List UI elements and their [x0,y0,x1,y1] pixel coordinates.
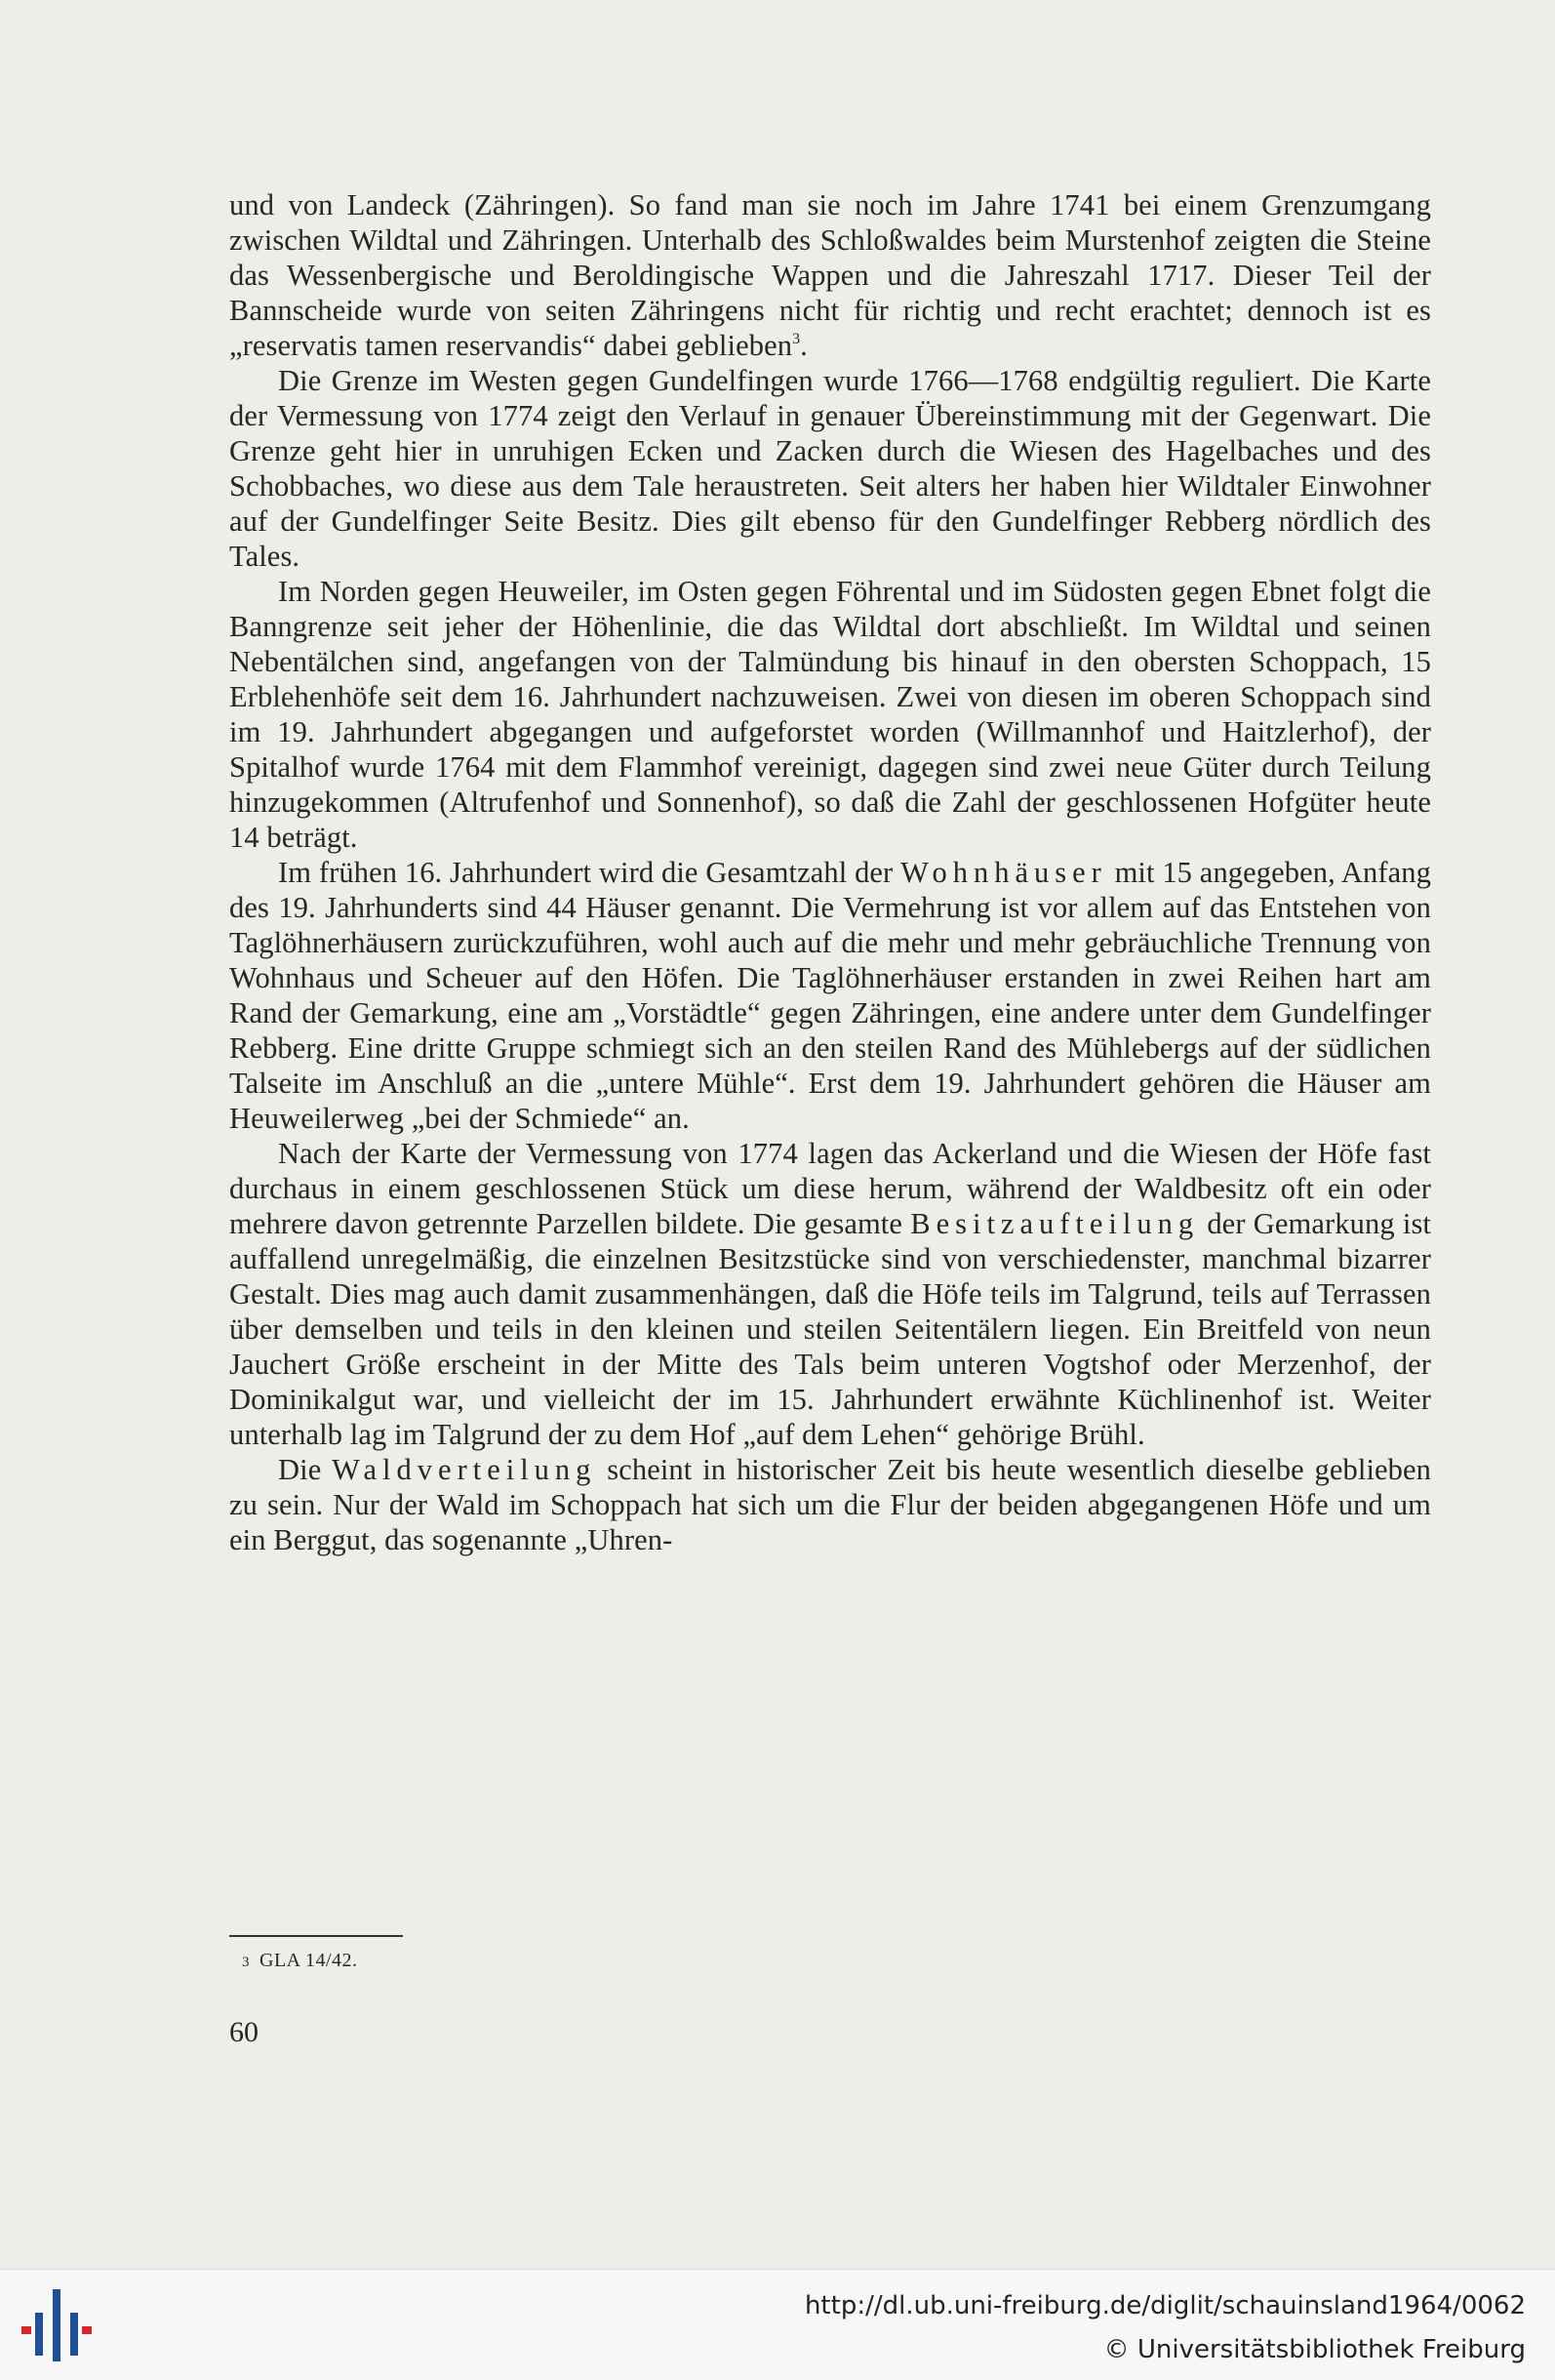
spaced-term-wohnhaeuser: Wohnhäuser [900,856,1107,889]
page-number: 60 [229,2016,259,2048]
paragraph-1-text: und von Landeck (Zähringen). So fand man sie noch im Jahre 1741 bei einem Grenzumgang zwischen Wildtal und Zähringen. Unterhalb des Schloßwaldes beim Murstenhof zeigten die Steine das Wessenbergische und Beroldingische Wappen und die Jahreszahl 1717. Dieser Teil der Bannscheide wurde von seiten Zähringens nicht für richtig und recht erachtet; dennoch ist es „reservatis tamen reservandis“ dabei geblieben [229,188,1431,362]
paragraph-3: Im Norden gegen Heuweiler, im Osten gegen Föhrental und im Südosten gegen Ebnet folgt die Banngrenze seit jeher der Höhenlinie, die das Wildtal dort abschließt. Im Wildtal und seinen Nebentälchen sind, angefangen von der Talmündung bis hinauf in den obersten Schoppach, 15 Erblehenhöfe seit dem 16. Jahrhundert nachzuweisen. Zwei von diesen im oberen Schoppach sind im 19. Jahrhundert abgegangen und aufgeforstet worden (Willmannhof und Haitzlerhof), der Spitalhof wurde 1764 mit dem Flammhof vereinigt, dagegen sind zwei neue Güter durch Teilung hinzugekommen (Altrufenhof und Sonnenhof), so daß die Zahl der geschlossenen Hofgüter heute 14 beträgt. [229,575,1431,854]
footer-bar [0,2269,1555,2380]
spaced-term-waldverteilung: Waldverteilung [332,1453,597,1486]
footnote [242,1948,358,1975]
permalink-url[interactable]: http://dl.ub.uni-freiburg.de/diglit/schauinsland1964/0062 [804,2291,1526,2320]
footnote-number: 3 [242,1955,250,1970]
paragraph-1-end: . [800,329,808,362]
paragraph-6-before: Die [278,1453,333,1486]
copyright-notice: © Universitätsbibliothek Freiburg [1103,2335,1526,2364]
paragraph-6 [229,1452,1431,1557]
footnote-divider [229,1935,403,1937]
paragraph-5-before: Nach der Karte der Vermessung von 1774 lagen das Ackerland und die Wiesen der Höfe fast durchaus in einem geschlossenen Stück um diese herum, während der Waldbesitz oft ein oder mehrere davon getrennte Parzellen bildete. Die gesamte [229,1137,1431,1240]
paragraph-4-after: mit 15 angegeben, Anfang des 19. Jahrhunderts sind 44 Häuser genannt. Die Vermehrung ist vor allem auf das Entstehen von Taglöhnerhäusern zurückzuführen, wohl auch auf die mehr und mehr gebräuchliche Trennung von Wohnhaus und Scheuer auf den Höfen. Die Taglöhnerhäuser erstanden in zwei Reihen hart am Rand der Gemarkung, eine am „Vorstädtle“ gegen Zähringen, eine andere unter dem Gundelfinger Rebberg. Eine dritte Gruppe schmiegt sich an den steilen Rand des Mühlebergs auf der südlichen Talseite im Anschluß an die „untere Mühle“. Erst dem 19. Jahrhundert gehören die Häuser am Heuweilerweg „bei der Schmiede“ an. [229,856,1431,1135]
paragraph-4-before: Im frühen 16. Jahrhundert wird die Gesamtzahl der [278,856,901,889]
footnote-reference: 3 [792,331,801,347]
footnote-text: GLA 14/42. [259,1950,358,1971]
paragraph-5-after: der Gemarkung ist auffallend unregelmäßig, die einzelnen Besitzstücke sind von verschiedenster, manchmal bizarrer Gestalt. Dies mag auch damit zusammenhängen, daß die Höfe teils im Talgrund, teils auf Terrassen über demselben und teils in den kleinen und steilen Seitentälern liegen. Ein Breitfeld von neun Jauchert Größe erscheint in der Mitte des Tals beim unteren Vogtshof oder Merzenhof, der Dominikalgut war, und vielleicht der im 15. Jahrhundert erwähnte Küchlinenhof ist. Weiter unterhalb lag im Talgrund der zu dem Hof „auf dem Lehen“ gehörige Brühl. [229,1207,1431,1451]
paragraph-1 [229,187,1431,363]
ub-freiburg-logo-icon[interactable] [18,2283,96,2367]
paragraph-5 [229,1136,1431,1452]
paragraph-2: Die Grenze im Westen gegen Gundelfingen wurde 1766—1768 endgültig reguliert. Die Karte der Vermessung von 1774 zeigt den Verlauf in genauer Übereinstimmung mit der Gegenwart. Die Grenze geht hier in unruhigen Ecken und Zacken durch die Wiesen des Hagelbaches und des Schobbaches, wo diese aus dem Tale heraustreten. Seit alters her haben hier Wildtaler Einwohner auf der Gundelfinger Seite Besitz. Dies gilt ebenso für den Gundelfinger Rebberg nördlich des Tales. [229,364,1431,573]
body-text [229,187,1431,1557]
paragraph-6-after: scheint in historischer Zeit bis heute wesentlich dieselbe geblieben zu sein. Nur der Wald im Schoppach hat sich um die Flur der beiden abgegangenen Höfe und um ein Berggut, das sogenannte „Uhren- [229,1453,1431,1556]
spaced-term-besitzaufteilung: Besitzaufteilung [910,1207,1200,1240]
paragraph-4 [229,855,1431,1136]
